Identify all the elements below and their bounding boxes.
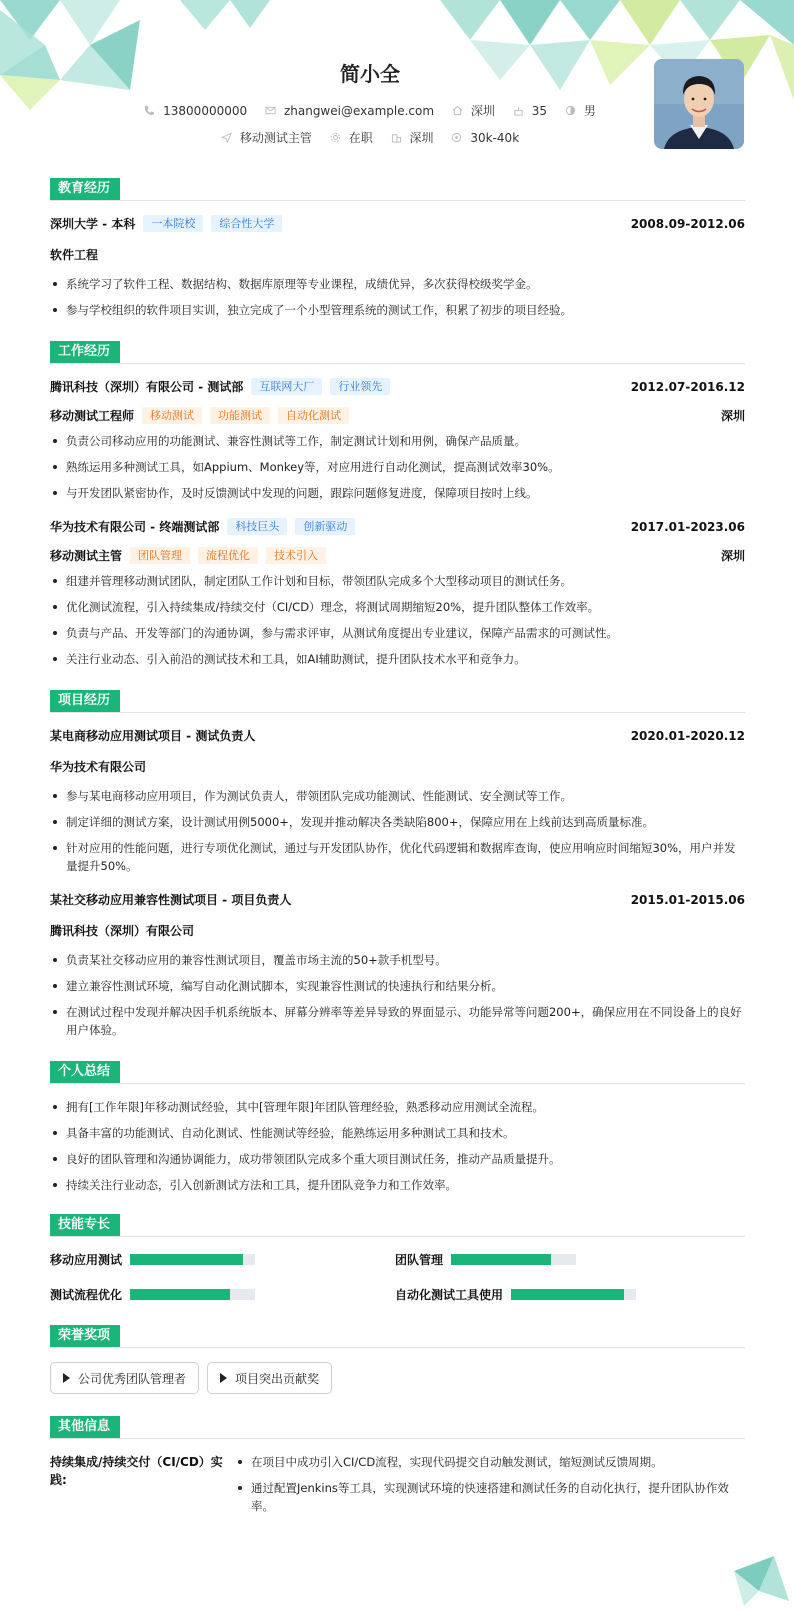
- role-name: 移动测试工程师: [50, 409, 135, 423]
- work-entry: [50, 518, 745, 668]
- school-name: 深圳大学 - 本科: [50, 217, 136, 231]
- cake-icon: [513, 105, 524, 116]
- list-item: 参与某电商移动应用项目，作为测试负责人，带领团队完成功能测试、性能测试、安全测试等工作。: [50, 787, 745, 805]
- other-title: 其他信息: [50, 1416, 120, 1438]
- city-item: [452, 102, 495, 119]
- section-header: [50, 1325, 745, 1348]
- role-tag: 功能测试: [210, 407, 270, 424]
- work-date: 2012.07-2016.12: [630, 379, 745, 394]
- education-bullets: [50, 275, 745, 319]
- school-tag: 综合性大学: [211, 215, 282, 232]
- summary-section: [50, 1061, 745, 1194]
- projects-title: 项目经历: [50, 690, 120, 712]
- section-header: [50, 1214, 745, 1237]
- list-item: 拥有[工作年限]年移动测试经验，其中[管理年限]年团队管理经验，熟悉移动应用测试全流程。: [50, 1098, 745, 1116]
- awards-section: [50, 1325, 745, 1394]
- award-item: [50, 1362, 199, 1394]
- gender-item: [565, 102, 596, 119]
- list-item: 系统学习了软件工程、数据结构、数据库原理等专业课程，成绩优异，多次获得校级奖学金。: [50, 275, 745, 293]
- skill-item: [50, 1251, 395, 1268]
- skill-bar-fill: [511, 1289, 624, 1300]
- list-item: 在项目中成功引入CI/CD流程，实现代码提交自动触发测试，缩短测试反馈周期。: [235, 1453, 735, 1471]
- work-title: 工作经历: [50, 341, 120, 363]
- work-bullets: [50, 432, 745, 502]
- award-item: [207, 1362, 332, 1394]
- avatar: [654, 59, 744, 149]
- project-date: 2020.01-2020.12: [630, 728, 745, 743]
- role-name: 移动测试主管: [50, 549, 123, 563]
- mail-icon: [265, 105, 276, 116]
- job-intent-row: [0, 129, 740, 146]
- skills-grid: [50, 1251, 745, 1303]
- projects-section: [50, 690, 745, 1039]
- company-tag: 行业领先: [330, 378, 390, 395]
- project-title: 某电商移动应用测试项目 - 测试负责人: [50, 729, 256, 743]
- list-item: 负责与产品、开发等部门的沟通协调，参与需求评审，从测试角度提出专业建议，保障产品需求的可测试性。: [50, 624, 745, 642]
- phone-item: [144, 104, 247, 118]
- role-tag: 流程优化: [198, 547, 258, 564]
- role-tag: 移动测试: [142, 407, 202, 424]
- project-company: 腾讯科技（深圳）有限公司: [50, 924, 195, 938]
- list-item: 负责某社交移动应用的兼容性测试项目，覆盖市场主流的50+款手机型号。: [50, 951, 745, 969]
- company-name: 华为技术有限公司 - 终端测试部: [50, 520, 220, 534]
- skill-item: [50, 1286, 395, 1303]
- education-date: 2008.09-2012.06: [630, 216, 745, 231]
- skill-name: 移动应用测试: [50, 1253, 123, 1267]
- target-city-item: [391, 129, 434, 146]
- other-bullets: [235, 1453, 735, 1523]
- work-bullets: [50, 572, 745, 668]
- list-item: 与开发团队紧密协作，及时反馈测试中发现的问题，跟踪问题修复进度，保障项目按时上线。: [50, 484, 745, 502]
- section-header: [50, 1416, 745, 1439]
- email-item: [265, 104, 434, 118]
- list-item: 负责公司移动应用的功能测试、兼容性测试等工作，制定测试计划和用例，确保产品质量。: [50, 432, 745, 450]
- skill-bar: [451, 1254, 576, 1265]
- gender-icon: [565, 105, 576, 116]
- skill-name: 测试流程优化: [50, 1288, 123, 1302]
- status-text: 在职: [348, 131, 373, 145]
- building-icon: [391, 132, 402, 143]
- project-title: 某社交移动应用兼容性测试项目 - 项目负责人: [50, 893, 292, 907]
- skill-bar-fill: [451, 1254, 551, 1265]
- work-location: 深圳: [720, 409, 745, 423]
- target-job-text: 移动测试主管: [239, 131, 312, 145]
- resume-body: [50, 178, 745, 1523]
- other-label: 持续集成/持续交付（CI/CD）实践:: [50, 1455, 223, 1487]
- list-item: 制定详细的测试方案，设计测试用例5000+，发现并推动解决各类缺陷800+，保障应用在上线前达到高质量标准。: [50, 813, 745, 831]
- award-text: 项目突出贡献奖: [235, 1371, 320, 1386]
- section-header: [50, 690, 745, 713]
- major: 软件工程: [50, 248, 99, 262]
- candidate-name: 简小全: [340, 62, 400, 86]
- other-row: [50, 1453, 745, 1523]
- target-job-item: [221, 129, 312, 146]
- skill-bar-fill: [130, 1289, 230, 1300]
- skill-name: 团队管理: [395, 1253, 444, 1267]
- skill-bar: [130, 1289, 255, 1300]
- education-title: 教育经历: [50, 178, 120, 200]
- project-entry: [50, 727, 745, 875]
- skill-bar-fill: [130, 1254, 243, 1265]
- summary-title: 个人总结: [50, 1061, 120, 1083]
- list-item: 优化测试流程，引入持续集成/持续交付（CI/CD）理念，将测试周期缩短20%，提升团队整体工作效率。: [50, 598, 745, 616]
- work-location: 深圳: [720, 549, 745, 563]
- list-item: 良好的团队管理和沟通协调能力，成功带领团队完成多个重大项目测试任务，推动产品质量提升。: [50, 1150, 745, 1168]
- list-item: 通过配置Jenkins等工具，实现测试环境的快速搭建和测试任务的自动化执行，提升团队协作效率。: [235, 1479, 735, 1515]
- project-date: 2015.01-2015.06: [630, 892, 745, 907]
- status-item: [330, 129, 373, 146]
- work-entry: [50, 378, 745, 502]
- list-item: 参与学校组织的软件项目实训，独立完成了一个小型管理系统的测试工作，积累了初步的项目经验。: [50, 301, 745, 319]
- skills-section: [50, 1214, 745, 1303]
- skills-title: 技能专长: [50, 1214, 120, 1236]
- salary-text: 30k-40k: [470, 130, 520, 145]
- role-tag: 技术引入: [266, 547, 326, 564]
- coin-icon: [451, 132, 462, 143]
- other-section: [50, 1416, 745, 1523]
- send-icon: [221, 132, 232, 143]
- education-section: [50, 178, 745, 319]
- education-row: [50, 215, 745, 232]
- skill-bar: [130, 1254, 255, 1265]
- role-tag: 自动化测试: [278, 407, 349, 424]
- list-item: 组建并管理移动测试团队，制定团队工作计划和目标，带领团队完成多个大型移动项目的测试任务。: [50, 572, 745, 590]
- section-header: [50, 178, 745, 201]
- award-text: 公司优秀团队管理者: [78, 1371, 187, 1386]
- summary-bullets: [50, 1098, 745, 1194]
- target-city-text: 深圳: [409, 131, 434, 145]
- resume-header: [0, 0, 794, 170]
- salary-item: [451, 131, 519, 145]
- skill-item: [395, 1251, 740, 1268]
- phone-text: 13800000000: [163, 103, 248, 118]
- company-tag: 互联网大厂: [251, 378, 322, 395]
- skill-name: 自动化测试工具使用: [395, 1288, 504, 1302]
- skill-bar: [511, 1289, 636, 1300]
- play-icon: [63, 1373, 70, 1383]
- footer-decoration: [714, 1541, 794, 1611]
- list-item: 在测试过程中发现并解决因手机系统版本、屏幕分辨率等差异导致的界面显示、功能异常等问题200+，确保应用在不同设备上的良好用户体验。: [50, 1003, 745, 1039]
- section-header: [50, 341, 745, 364]
- list-item: 建立兼容性测试环境，编写自动化测试脚本，实现兼容性测试的快速执行和结果分析。: [50, 977, 745, 995]
- gear-icon: [330, 132, 341, 143]
- age-text: 35: [531, 103, 548, 118]
- project-bullets: [50, 787, 745, 875]
- awards-list: [50, 1362, 745, 1394]
- list-item: 关注行业动态、引入前沿的测试技术和工具，如AI辅助测试，提升团队技术水平和竞争力。: [50, 650, 745, 668]
- role-tag: 团队管理: [130, 547, 190, 564]
- phone-icon: [144, 105, 155, 116]
- gender-text: 男: [583, 104, 596, 118]
- project-company: 华为技术有限公司: [50, 760, 147, 774]
- section-header: [50, 1061, 745, 1084]
- school-tag: 一本院校: [143, 215, 203, 232]
- company-tag: 科技巨头: [227, 518, 287, 535]
- work-section: [50, 341, 745, 668]
- project-entry: [50, 891, 745, 1039]
- city-text: 深圳: [470, 104, 495, 118]
- contact-row: [0, 102, 740, 119]
- email-text: zhangwei@example.com: [283, 103, 435, 118]
- list-item: 具备丰富的功能测试、自动化测试、性能测试等经验，能熟练运用多种测试工具和技术。: [50, 1124, 745, 1142]
- home-icon: [452, 105, 463, 116]
- age-item: [513, 104, 547, 118]
- company-tag: 创新驱动: [295, 518, 355, 535]
- list-item: 持续关注行业动态，引入创新测试方法和工具，提升团队竞争力和工作效率。: [50, 1176, 745, 1194]
- skill-item: [395, 1286, 740, 1303]
- company-name: 腾讯科技（深圳）有限公司 - 测试部: [50, 380, 244, 394]
- work-date: 2017.01-2023.06: [630, 519, 745, 534]
- play-icon: [220, 1373, 227, 1383]
- project-bullets: [50, 951, 745, 1039]
- awards-title: 荣誉奖项: [50, 1325, 120, 1347]
- list-item: 熟练运用多种测试工具，如Appium、Monkey等，对应用进行自动化测试，提高测试效率30%。: [50, 458, 745, 476]
- list-item: 针对应用的性能问题，进行专项优化测试，通过与开发团队协作，优化代码逻辑和数据库查询，使应用响应时间缩短30%，用户并发量提升50%。: [50, 839, 745, 875]
